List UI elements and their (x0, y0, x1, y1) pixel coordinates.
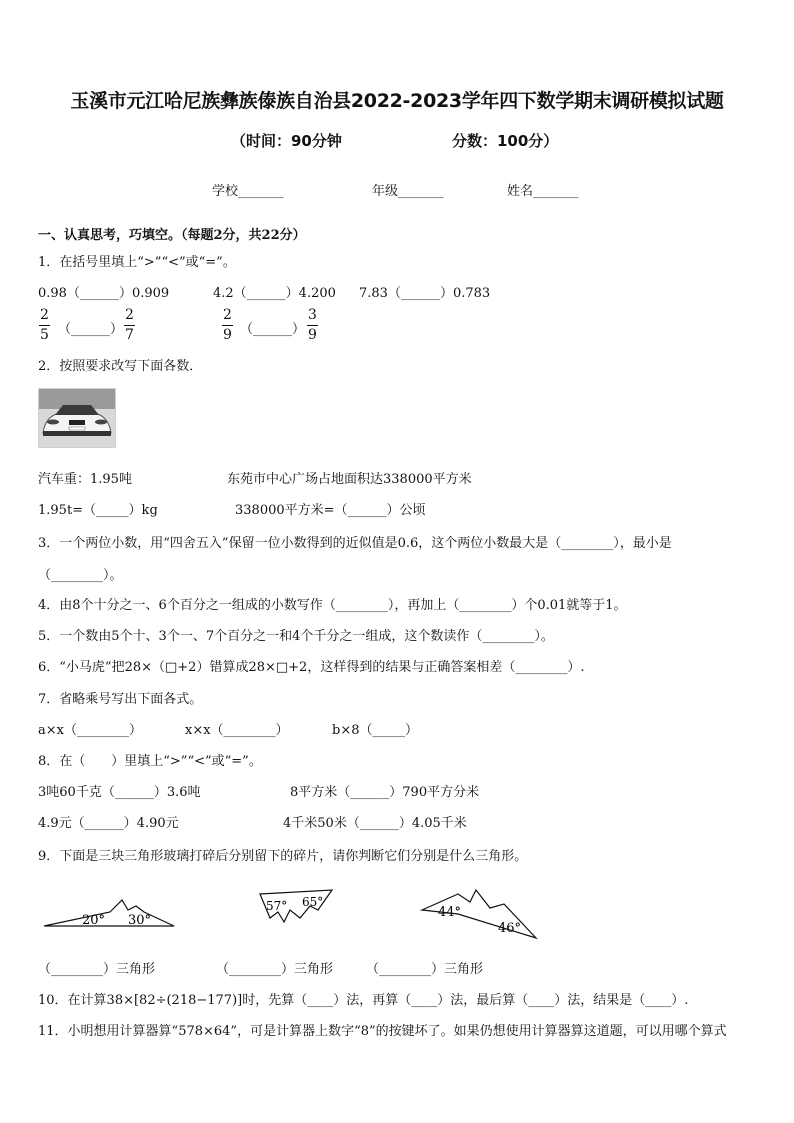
denominator: 7 (125, 327, 134, 343)
q5-text: 5．一个数由5个十、3个一、7个百分之一和4个千分之一组成，这个数读作（________）。 (38, 629, 554, 644)
q8-item: 4千米50米（______）4.05千米 (283, 816, 467, 831)
denominator: 9 (308, 327, 317, 343)
grade-field: 年级_______ (372, 184, 444, 199)
numerator: 2 (223, 307, 232, 323)
page-title: 玉溪市元江哈尼族彝族傣族自治县2022-2023学年四下数学期末调研模拟试题 (70, 90, 724, 112)
q9-answer: （________）三角形 (38, 962, 156, 977)
plaza-area: 东苑市中心广场占地面积达338000平方米 (227, 472, 472, 487)
q4-text: 4．由8个十分之一、6个百分之一组成的小数写作（________），再加上（________）个0.01就等于1。 (38, 598, 627, 613)
fraction (124, 307, 135, 343)
q1-item: 7.83（______）0.783 (359, 286, 491, 301)
q1-prompt: 1．在括号里填上“>”“<”或“=”。 (38, 255, 236, 270)
q8-item: 8平方米（______）790平方分米 (290, 785, 480, 800)
school-field: 学校_______ (212, 184, 284, 199)
angle-label: 57° (266, 899, 288, 913)
q10-text: 10．在计算38×[82÷(218−177)]时，先算（____）法，再算（____）法，最后算（____）法，结果是（____）. (38, 993, 689, 1008)
q3-text-cont: （________）。 (38, 568, 123, 583)
q7-item: x×x（________） (185, 723, 289, 738)
triangle-fragment-2 (256, 888, 336, 930)
q7-item: b×8（_____） (332, 723, 418, 738)
numerator: 2 (40, 307, 49, 323)
q11-text: 11．小明想用计算器算“578×64”，可是计算器上数字“8”的按键坏了。如果仍想使用计算器算这道题，可以用哪个算式 (38, 1024, 727, 1039)
q7-prompt: 7．省略乘号写出下面各式。 (38, 692, 203, 707)
exam-score: 分数：100分） (452, 132, 559, 150)
triangle-fragment-1 (40, 886, 180, 932)
angle-label: 20° (82, 913, 106, 928)
car-weight: 汽车重：1.95吨 (38, 472, 132, 487)
q7-item: a×x（________） (38, 723, 142, 738)
compare-blank: （______） (58, 322, 124, 337)
conversion: 338000平方米=（______）公顷 (235, 503, 426, 518)
numerator: 3 (308, 307, 317, 323)
name-field: 姓名_______ (507, 184, 579, 199)
q6-text: 6．“小马虎”把28×（□+2）错算成28×□+2，这样得到的结果与正确答案相差（________）. (38, 660, 585, 675)
section-heading: 一、认真思考，巧填空。（每题2分，共22分） (38, 228, 306, 243)
fraction (39, 307, 50, 343)
denominator: 9 (223, 327, 232, 343)
q9-prompt: 9．下面是三块三角形玻璃打碎后分别留下的碎片，请你判断它们分别是什么三角形。 (38, 849, 528, 864)
car-icon (39, 389, 115, 447)
triangle-fragment-3 (418, 886, 540, 944)
q3-text: 3．一个两位小数，用“四舍五入”保留一位小数得到的近似值是0.6，这个两位小数最大是（________），最小是 (38, 536, 672, 551)
q8-item: 4.9元（______）4.90元 (38, 816, 179, 831)
angle-label: 46° (498, 921, 522, 936)
angle-label: 30° (128, 913, 152, 928)
denominator: 5 (40, 327, 49, 343)
q1-item: 0.98（______）0.909 (38, 286, 170, 301)
q9-answer: （________）三角形 (216, 962, 334, 977)
conversion: 1.95t=（_____）kg (38, 503, 158, 518)
numerator: 2 (125, 307, 134, 323)
compare-blank: （______） (240, 322, 306, 337)
q8-prompt: 8．在（ ）里填上“>”“<”或“=”。 (38, 754, 262, 769)
q1-item: 4.2（______）4.200 (213, 286, 336, 301)
angle-label: 65° (302, 895, 324, 909)
fraction (222, 307, 233, 343)
q2-prompt: 2．按照要求改写下面各数． (38, 359, 203, 374)
angle-label: 44° (438, 905, 462, 920)
fraction (307, 307, 318, 343)
exam-time: （时间：90分钟 (231, 132, 342, 150)
q9-answer: （________）三角形 (366, 962, 484, 977)
q8-item: 3吨60千克（______）3.6吨 (38, 785, 201, 800)
car-image (38, 388, 116, 448)
